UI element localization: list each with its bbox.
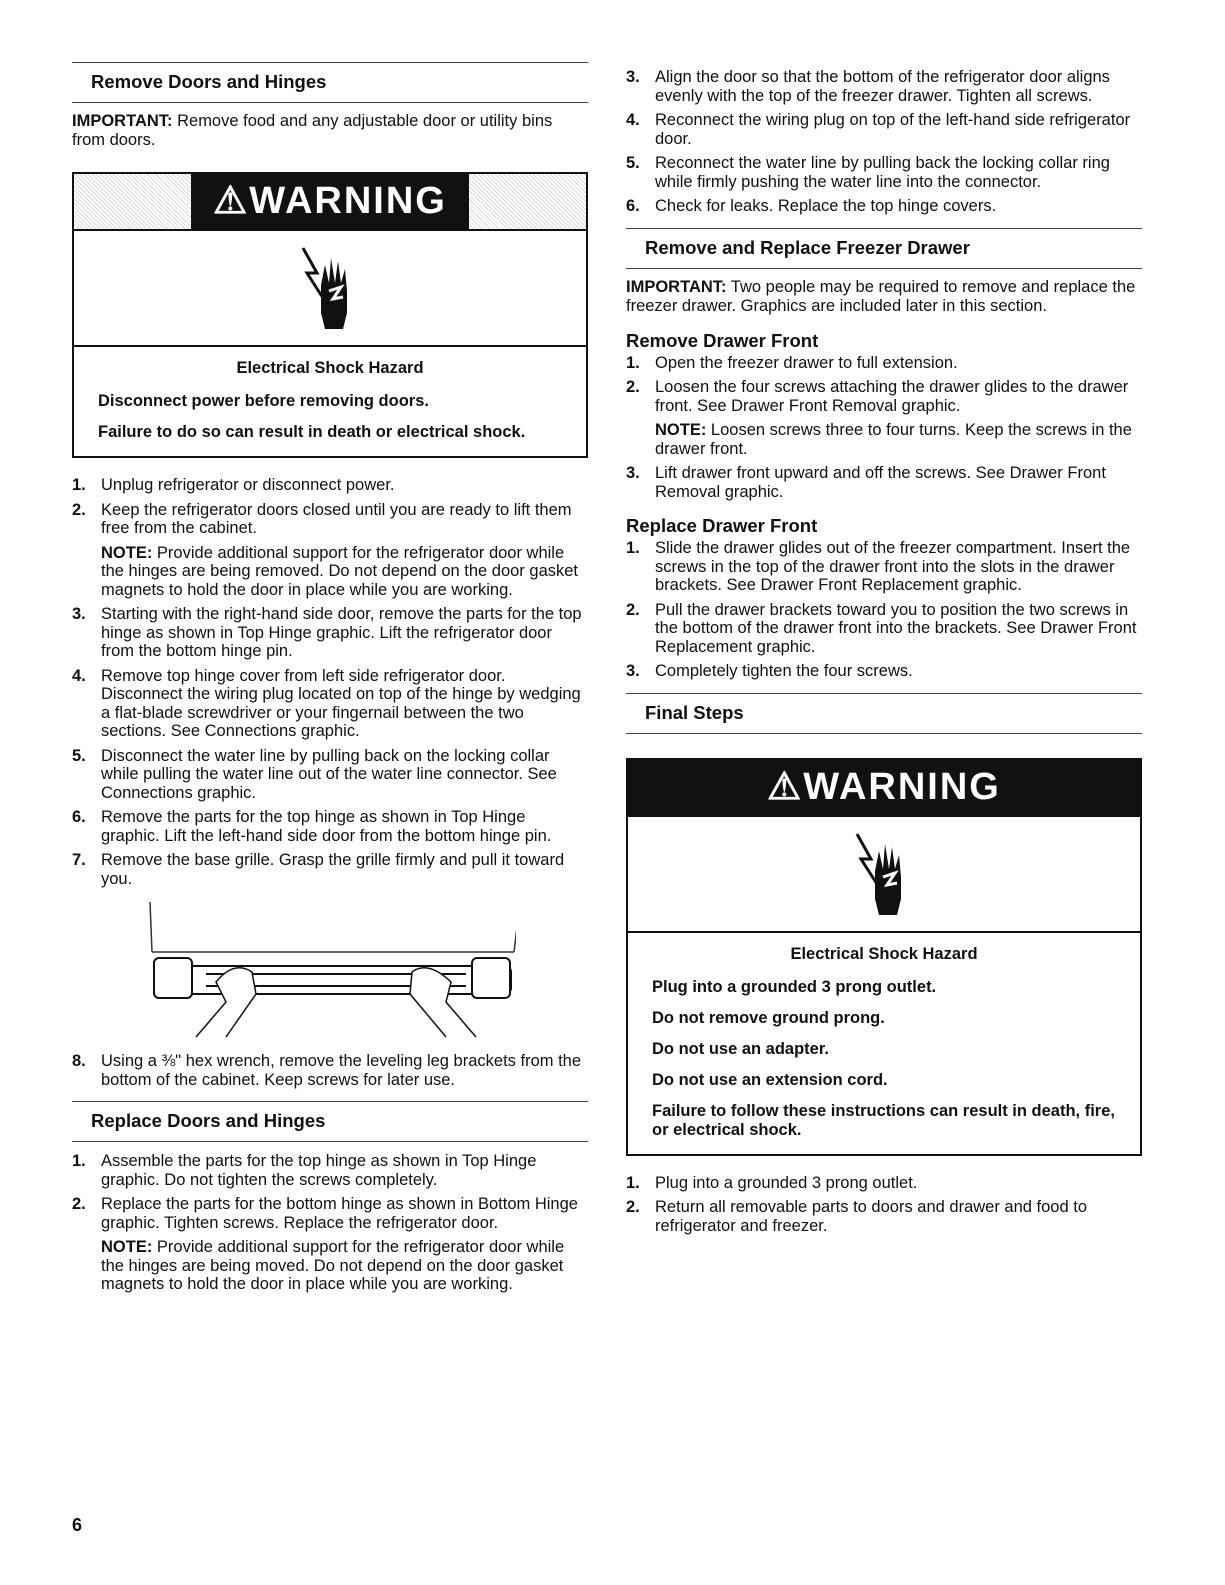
- section-heading-final-steps: Final Steps: [626, 693, 1142, 734]
- list-item: 6. Remove the parts for the top hinge as shown in Top Hinge graphic. Lift the left-hand side door from the bottom hinge pin.: [72, 808, 552, 845]
- replace-steps-list: [72, 1152, 588, 1294]
- list-item: 2. Keep the refrigerator doors closed until you are ready to lift them free from the cabinet. NOTE: Provide additional support for the refrigerator door while the hinges are being removed. Do not depend on the door gasket magnets to hold the door in place while you are working.: [72, 501, 588, 600]
- important-note: IMPORTANT: Remove food and any adjustable door or utility bins from doors.: [72, 112, 553, 149]
- warning-line: Do not use an adapter.: [652, 1039, 829, 1058]
- list-item: 3. Align the door so that the bottom of the refrigerator door aligns evenly with the top of the freezer drawer. Tighten all screws.: [626, 68, 1110, 105]
- warning-banner: [74, 174, 586, 229]
- list-item: 3. Lift drawer front upward and off the screws. See Drawer Front Removal graphic.: [626, 464, 1106, 501]
- subheading-replace-drawer-front: Replace Drawer Front: [626, 515, 818, 536]
- step-note: NOTE: Loosen screws three to four turns. Keep the screws in the drawer front.: [655, 421, 1132, 458]
- list-item: 1. Plug into a grounded 3 prong outlet.: [626, 1173, 918, 1192]
- list-item: 1. Slide the drawer glides out of the freezer compartment. Insert the screws in the top of the drawer front into the slots in the drawer brackets. See Drawer Front Replacement graphic.: [626, 539, 1131, 594]
- warning-triangle-icon: ⚠: [213, 180, 250, 222]
- list-item: 2. Pull the drawer brackets toward you to position the two screws in the bottom of the drawer front into the brackets. See Drawer Front Replacement graphic.: [626, 600, 1137, 656]
- base-grille-illustration: [116, 902, 516, 1042]
- list-item: 6. Check for leaks. Replace the top hinge covers.: [626, 197, 997, 215]
- warning-line: Failure to do so can result in death or electrical shock.: [98, 423, 526, 441]
- section-heading-remove-doors: Remove Doors and Hinges: [72, 62, 588, 103]
- step-note: NOTE: Provide additional support for the refrigerator door while the hinges are being moved. Do not depend on the door gasket magnets to hold the door in place while you are working.: [101, 1238, 565, 1293]
- continued-steps-list: [626, 68, 1142, 216]
- list-item: 7. Remove the base grille. Grasp the grille firmly and pull it toward you.: [72, 851, 565, 888]
- list-item: 2. Loosen the four screws attaching the drawer glides to the drawer front. See Drawer Front Removal graphic. NOTE: Loosen screws three to four turns. Keep the screws in the drawer front.: [626, 378, 1142, 458]
- list-item: 2. Return all removable parts to doors and drawer and food to refrigerator and freezer.: [626, 1198, 1087, 1235]
- warning-line: Disconnect power before removing doors.: [98, 392, 429, 410]
- list-item: 4. Remove top hinge cover from left side refrigerator door. Disconnect the wiring plug located on top of the hinge by wedging a flat-blade screwdriver or your fingernail between the two sections. See Connections graphic.: [72, 666, 581, 740]
- list-item: 1. Open the freezer drawer to full extension.: [626, 353, 958, 372]
- list-item: 2. Replace the parts for the bottom hinge as shown in Bottom Hinge graphic. Tighten screws. Replace the refrigerator door. NOTE: Provide additional support for the refrigerator door while the hinges are being moved. Do not depend on the door gasket magnets to hold the door in place while you are working.: [72, 1195, 588, 1294]
- warning-line: Do not remove ground prong.: [652, 1008, 885, 1027]
- shock-hazard-icon: [74, 229, 586, 347]
- section-heading-freezer-drawer: Remove and Replace Freezer Drawer: [626, 228, 1142, 269]
- subheading-remove-drawer-front: Remove Drawer Front: [626, 329, 819, 351]
- list-item: 1. Assemble the parts for the top hinge as shown in Top Hinge graphic. Do not tighten the screws completely.: [72, 1152, 537, 1189]
- list-item: 5. Disconnect the water line by pulling back on the locking collar while pulling the water line out of the water line connector. See Connections graphic.: [72, 746, 557, 802]
- warning-box-shock: [72, 172, 588, 458]
- list-item: 3. Completely tighten the four screws.: [626, 662, 913, 680]
- right-column: [626, 68, 1142, 1241]
- list-item: 5. Reconnect the water line by pulling back the locking collar ring while firmly pushing the water line into the connector.: [626, 154, 1110, 191]
- replace-front-steps: [626, 539, 1142, 681]
- list-item: 3. Starting with the right-hand side door, remove the parts for the top hinge as shown in Top Hinge graphic. Lift the refrigerator door from the bottom hinge pin.: [72, 605, 582, 660]
- list-item: 1. Unplug refrigerator or disconnect power.: [72, 476, 395, 494]
- warning-triangle-icon: ⚠: [767, 765, 804, 808]
- step-note: NOTE: Provide additional support for the refrigerator door while the hinges are being removed. Do not depend on the door gasket magnets to hold the door in place while you are working.: [101, 543, 579, 599]
- list-item: 8. Using a ⅜" hex wrench, remove the leveling leg brackets from the bottom of the cabinet. Keep screws for later use.: [72, 1052, 582, 1089]
- section-heading-replace-doors: Replace Doors and Hinges: [72, 1101, 588, 1142]
- shock-hazard-icon: [628, 815, 1140, 933]
- warning-title: ⚠WARNING: [191, 174, 469, 229]
- remove-steps-list: [72, 476, 588, 888]
- final-steps-list: [626, 1174, 1142, 1236]
- step-8-list: [72, 1052, 588, 1089]
- warning-title: ⚠WARNING: [767, 765, 1001, 808]
- list-item: 4. Reconnect the wiring plug on top of the left-hand side refrigerator door.: [626, 111, 1131, 148]
- page-number: 6: [72, 1515, 83, 1535]
- left-column: [72, 62, 588, 1300]
- warning-line: Plug into a grounded 3 prong outlet.: [652, 977, 937, 996]
- warning-hazard: Electrical Shock Hazard: [790, 944, 978, 963]
- warning-line: Do not use an extension cord.: [652, 1070, 888, 1089]
- warning-line: Failure to follow these instructions can result in death, fire, or electrical shock.: [652, 1101, 1115, 1139]
- warning-box-outlet: [626, 758, 1142, 1156]
- remove-front-steps: [626, 354, 1142, 502]
- important-note: IMPORTANT: Two people may be required to remove and replace the freezer drawer. Graphics are included later in this section.: [626, 277, 1136, 315]
- warning-hazard: Electrical Shock Hazard: [236, 359, 424, 377]
- warning-banner: [628, 760, 1140, 815]
